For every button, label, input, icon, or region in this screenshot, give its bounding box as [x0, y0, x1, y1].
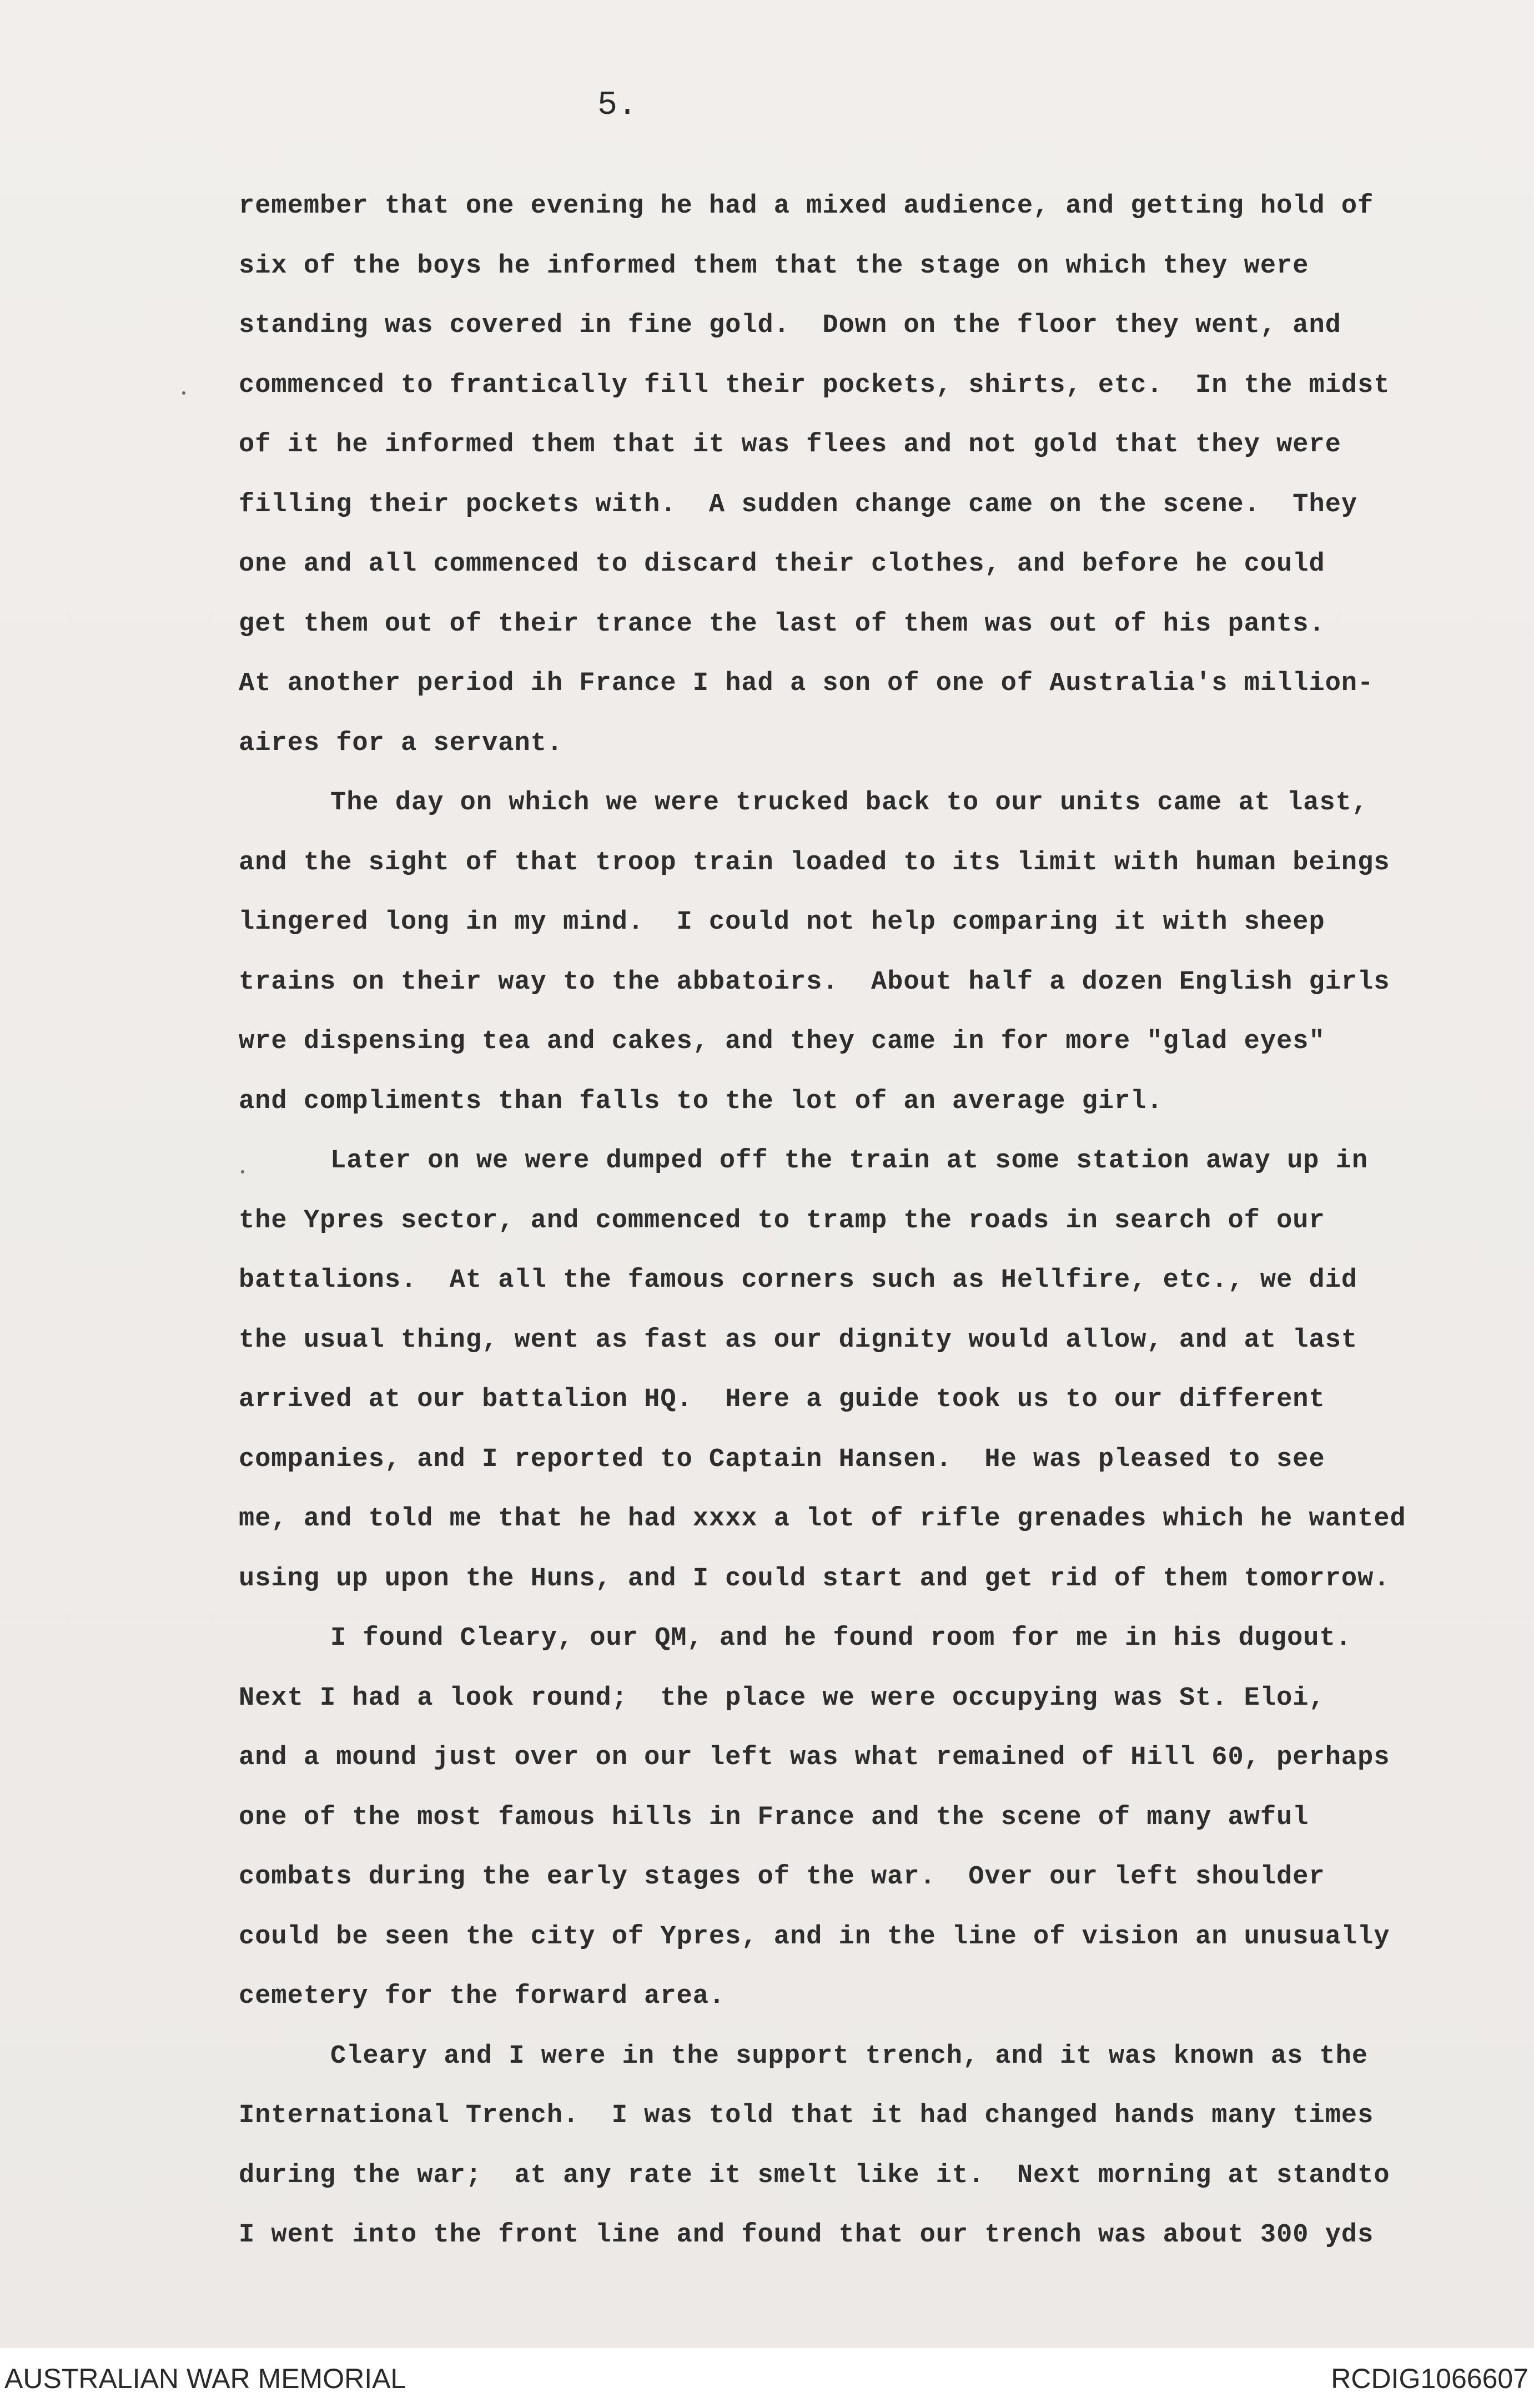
text-line: and compliments than falls to the lot of an average girl. [239, 1086, 1163, 1116]
text-line: the usual thing, went as fast as our dignity would allow, and at last [239, 1325, 1358, 1355]
text-line: Next I had a look round; the place we were occupying was St. Eloi, [239, 1683, 1325, 1713]
text-line: filling their pockets with. A sudden change came on the scene. They [239, 490, 1358, 520]
text-line: aires for a servant. [239, 728, 564, 758]
footer-record-id: RCDIG1066607 [1331, 2363, 1528, 2394]
text-line: Later on we were dumped off the train at some station away up in [330, 1146, 1369, 1176]
text-line: during the war; at any rate it smelt like it. Next morning at standto [239, 2160, 1390, 2190]
text-line: the Ypres sector, and commenced to tramp the roads in search of our [239, 1206, 1325, 1236]
text-line: using up upon the Huns, and I could start and get rid of them tomorrow. [239, 1564, 1390, 1594]
typewritten-body [239, 177, 1532, 2265]
text-line: The day on which we were trucked back to our units came at last, [330, 788, 1369, 818]
text-line: could be seen the city of Ypres, and in the line of vision an unusually [239, 1922, 1390, 1952]
text-line: I went into the front line and found that our trench was about 300 yds [239, 2220, 1374, 2250]
text-line: remember that one evening he had a mixed audience, and getting hold of [239, 192, 1374, 221]
text-line: arrived at our battalion HQ. Here a guide took us to our different [239, 1385, 1325, 1414]
text-line: lingered long in my mind. I could not help comparing it with sheep [239, 908, 1325, 937]
text-line: me, and told me that he had xxxx a lot of rifle grenades which he wanted [239, 1504, 1406, 1534]
text-line: get them out of their trance the last of them was out of his pants. [239, 609, 1325, 639]
margin-mark [182, 391, 185, 395]
text-line: Cleary and I were in the support trench, and it was known as the [330, 2041, 1369, 2071]
text-line: trains on their way to the abbatoirs. About half a dozen English girls [239, 967, 1390, 997]
text-line: At another period ih France I had a son of one of Australia's million- [239, 669, 1374, 698]
text-line: one and all commenced to discard their clothes, and before he could [239, 550, 1325, 579]
text-line: International Trench. I was told that it had changed hands many times [239, 2101, 1374, 2130]
text-line: cemetery for the forward area. [239, 1982, 726, 2011]
text-line: standing was covered in fine gold. Down on the floor they went, and [239, 311, 1341, 340]
text-line: and a mound just over on our left was what remained of Hill 60, perhaps [239, 1743, 1390, 1772]
text-line: and the sight of that troop train loaded to its limit with human beings [239, 848, 1390, 878]
text-line: of it he informed them that it was flees and not gold that they were [239, 430, 1341, 460]
text-line: wre dispensing tea and cakes, and they came in for more "glad eyes" [239, 1027, 1325, 1056]
footer-institution: AUSTRALIAN WAR MEMORIAL [4, 2363, 406, 2394]
page-number: 5. [597, 87, 638, 124]
archive-footer [0, 2348, 1534, 2408]
text-line: commenced to frantically fill their pockets, shirts, etc. In the midst [239, 370, 1390, 400]
text-line: one of the most famous hills in France and the scene of many awful [239, 1802, 1309, 1832]
text-line: six of the boys he informed them that the stage on which they were [239, 251, 1309, 281]
text-line: companies, and I reported to Captain Hansen. He was pleased to see [239, 1444, 1325, 1474]
text-line: combats during the early stages of the war. Over our left shoulder [239, 1862, 1325, 1892]
text-line: I found Cleary, our QM, and he found room for me in his dugout. [330, 1624, 1352, 1653]
text-line: battalions. At all the famous corners such as Hellfire, etc., we did [239, 1266, 1358, 1295]
